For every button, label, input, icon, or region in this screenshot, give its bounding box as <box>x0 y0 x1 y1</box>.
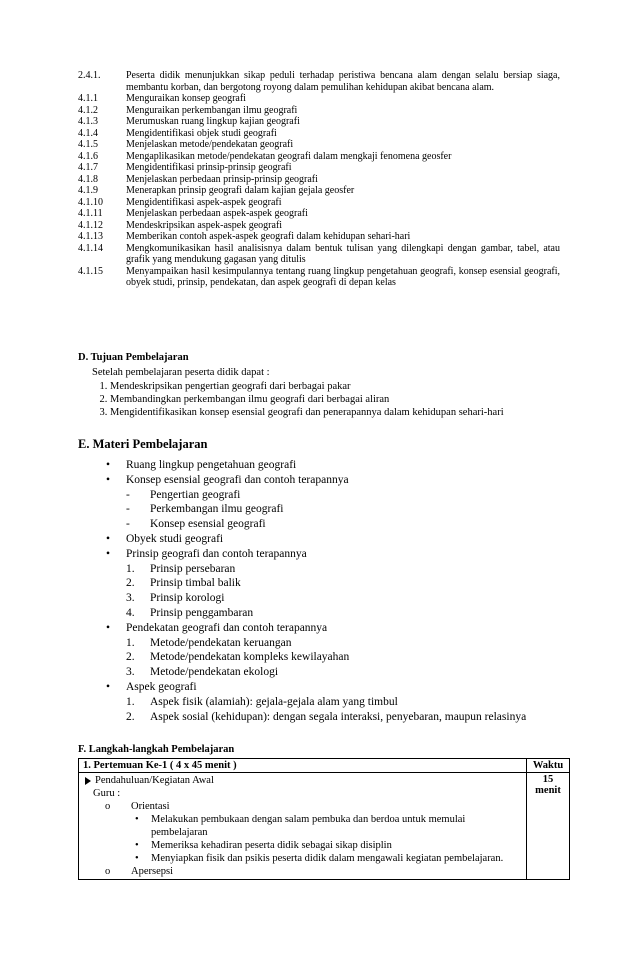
material-subitem: 3. Prinsip korologi <box>126 592 225 605</box>
indicator-row <box>78 139 560 151</box>
indicator-text: Menjelaskan perbedaan aspek-aspek geografi <box>126 208 308 219</box>
section-d-title: D. Tujuan Pembelajaran <box>78 352 189 363</box>
table-row <box>79 773 570 880</box>
indicator-number: 4.1.14 <box>78 242 103 254</box>
meeting-header: 1. Pertemuan Ke-1 ( 4 x 45 menit ) <box>79 759 527 773</box>
material-subitem: - Konsep esensial geografi <box>126 518 266 531</box>
indicator-row <box>78 243 560 266</box>
indicator-row <box>78 93 560 105</box>
indicator-text: Menjelaskan metode/pendekatan geografi <box>126 139 294 150</box>
indicator-number: 4.1.13 <box>78 231 103 242</box>
bullet-icon: • <box>135 853 139 864</box>
indicator-text: Mengaplikasikan metode/pendekatan geografi dalam mengkaji fenomena geosfer <box>126 150 452 162</box>
indicator-row <box>78 266 560 289</box>
indicator-text: Menerapkan prinsip geografi dalam kajian gejala geosfer <box>126 185 355 196</box>
indicator-number: 4.1.1 <box>78 93 98 104</box>
bullet-icon: • <box>106 459 111 471</box>
indicator-number: 4.1.15 <box>78 265 103 277</box>
indicator-number: 4.1.12 <box>78 219 103 231</box>
orientasi-item: • Menyiapkan fisik dan psikis peserta didik dalam mengawali kegiatan pembelajaran. <box>135 853 504 864</box>
time-header: Waktu <box>527 759 570 773</box>
indicator-number: 4.1.2 <box>78 104 98 116</box>
material-subitem: - Perkembangan ilmu geografi <box>126 503 284 516</box>
material-text: Aspek geografi <box>126 680 197 693</box>
circle-bullet-icon: o <box>105 801 111 812</box>
indicator-row <box>78 70 560 93</box>
indicator-row <box>78 105 560 117</box>
indicator-row <box>78 197 560 209</box>
orientasi-line: o Orientasi <box>105 801 170 812</box>
material-subitem: 2. Aspek sosial (kehidupan): dengan segala interaksi, penyebaran, maupun relasinya <box>126 710 527 723</box>
indicator-number: 4.1.8 <box>78 173 98 185</box>
objective-item: 3. Mengidentifikasikan konsep esensial geografi dan penerapannya dalam kehidupan sehari-hari <box>110 406 568 419</box>
indicator-row <box>78 128 560 140</box>
bullet-icon: • <box>106 473 111 486</box>
bullet-icon: • <box>106 621 111 634</box>
material-subitem: 2. Prinsip timbal balik <box>126 577 241 590</box>
section-e-title: E. Materi Pembelajaran <box>78 437 208 451</box>
material-text: Prinsip geografi dan contoh terapannya <box>126 547 307 560</box>
section-f-title: F. Langkah-langkah Pembelajaran <box>78 744 235 755</box>
indicator-text: Merumuskan ruang lingkup kajian geografi <box>126 116 300 127</box>
indicator-number: 4.1.10 <box>78 196 103 208</box>
time-value: 15 <box>542 774 554 785</box>
indicator-number: 4.1.11 <box>78 208 103 219</box>
indicator-number: 4.1.9 <box>78 185 98 196</box>
bullet-icon: • <box>135 840 139 851</box>
indicator-number: 4.1.6 <box>78 150 98 162</box>
indicator-text: Menguraikan perkembangan ilmu geografi <box>126 104 298 116</box>
section-d-intro: Setelah pembelajaran peserta didik dapat : <box>92 367 270 378</box>
indicator-row <box>78 116 560 128</box>
bullet-icon: • <box>106 680 111 693</box>
material-item <box>106 547 578 621</box>
table-header-row <box>79 759 570 773</box>
steps-table <box>78 758 570 880</box>
activity-cell <box>79 773 527 880</box>
indicator-row <box>78 162 560 174</box>
material-sublist <box>126 488 578 532</box>
indicator-number: 4.1.4 <box>78 127 98 139</box>
indicator-row <box>78 151 560 163</box>
section-learning-material <box>78 437 578 724</box>
pendahuluan-line: Pendahuluan/Kegiatan Awal <box>85 774 522 787</box>
material-item <box>106 680 578 724</box>
indicator-text: Peserta didik menunjukkan sikap peduli terhadap peristiwa bencana alam dengan selalu bersiap siaga, membantu korban, dan bergotong royong dalam pemulihan kehidupan akibat bencana alam. <box>126 70 560 93</box>
indicator-row <box>78 174 560 186</box>
material-subitem: 3. Metode/pendekatan ekologi <box>126 666 279 679</box>
indicator-text: Mengkomunikasikan hasil analisisnya dalam bentuk tulisan yang dilengkapi dengan gambar, tabel, atau grafik yang mendukung gagasan yang ditulis <box>126 242 560 265</box>
objective-list <box>78 380 568 419</box>
indicator-text: Menjelaskan perbedaan prinsip-prinsip geografi <box>126 173 318 185</box>
indicator-row <box>78 220 560 232</box>
indicator-row <box>78 185 560 197</box>
indicator-text: Mendeskripsikan aspek-aspek geografi <box>126 219 283 231</box>
material-sublist <box>126 695 578 725</box>
material-subitem: - Pengertian geografi <box>126 488 241 501</box>
indicator-number: 4.1.5 <box>78 139 98 150</box>
bullet-icon: • <box>106 532 111 545</box>
indicator-text: Mengidentifikasi aspek-aspek geografi <box>126 196 282 208</box>
material-item <box>106 532 578 547</box>
material-item <box>106 621 578 680</box>
material-subitem: 1. Aspek fisik (alamiah): gejala-gejala alam yang timbul <box>126 695 398 708</box>
indicator-text: Memberikan contoh aspek-aspek geografi dalam kehidupan sehari-hari <box>126 231 411 242</box>
material-text: Ruang lingkup pengetahuan geografi <box>126 459 297 471</box>
indicator-number: 2.4.1. <box>78 70 101 81</box>
material-subitem: 1. Metode/pendekatan keruangan <box>126 636 292 649</box>
material-item <box>106 473 578 532</box>
indicator-number: 4.1.7 <box>78 162 98 173</box>
orientasi-item: • Memeriksa kehadiran peserta didik sebagai sikap disiplin <box>135 840 392 851</box>
indicator-row <box>78 231 560 243</box>
material-subitem: 4. Prinsip penggambaran <box>126 606 254 619</box>
circle-bullet-icon: o <box>105 866 111 877</box>
indicator-row <box>78 208 560 220</box>
indicator-text: Menguraikan konsep geografi <box>126 93 246 104</box>
bullet-icon: • <box>135 814 139 825</box>
material-list <box>78 458 578 724</box>
material-sublist <box>126 562 578 621</box>
objective-item: 2. Membandingkan perkembangan ilmu geografi dari berbagai aliran <box>110 393 568 406</box>
section-learning-objectives <box>78 352 568 419</box>
indicator-text: Mengidentifikasi prinsip-prinsip geografi <box>126 162 292 173</box>
apersepsi-line: o Apersepsi <box>105 866 173 877</box>
objective-item: 1. Mendeskripsikan pengertian geografi dari berbagai pakar <box>110 380 568 393</box>
material-item <box>106 458 578 473</box>
indicator-text: Mengidentifikasi objek studi geografi <box>126 127 277 139</box>
material-text: Pendekatan geografi dan contoh terapannya <box>126 621 328 634</box>
material-sublist <box>126 636 578 680</box>
time-cell <box>527 773 570 880</box>
indicator-text: Menyampaikan hasil kesimpulannya tentang ruang lingkup pengetahuan geografi, konsep esensial geografi, obyek studi, prinsip, pendekatan, dan aspek geografi di depan kelas <box>126 265 560 288</box>
material-text: Obyek studi geografi <box>126 532 224 545</box>
indicator-list <box>78 70 560 289</box>
bullet-icon: • <box>106 547 111 560</box>
indicator-number: 4.1.3 <box>78 116 98 127</box>
material-subitem: 1. Prinsip persebaran <box>126 562 236 575</box>
arrow-bullet-icon <box>85 777 91 785</box>
material-text: Konsep esensial geografi dan contoh terapannya <box>126 473 349 486</box>
orientasi-item: • Melakukan pembukaan dengan salam pembuka dan berdoa untuk memulai pembelajaran <box>135 814 466 838</box>
guru-label: Guru : <box>93 788 121 799</box>
material-subitem: 2. Metode/pendekatan kompleks kewilayahan <box>126 651 350 664</box>
time-unit: menit <box>535 785 561 796</box>
section-learning-steps <box>78 744 570 880</box>
